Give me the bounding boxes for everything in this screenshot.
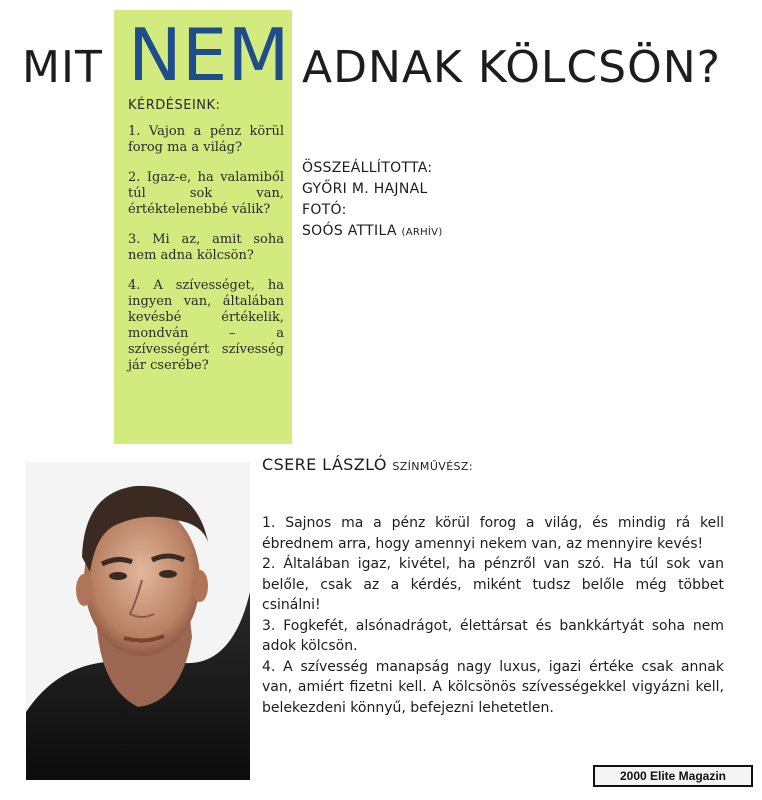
photo-note: (ARHÍV) bbox=[401, 227, 443, 238]
portrait-illustration bbox=[26, 462, 250, 780]
answer-item: 3. Fogkefét, alsónadrágot, élettársat és bankkártyát soha nem adok kölcsön. bbox=[262, 617, 724, 654]
portrait-photo bbox=[26, 462, 250, 780]
headline-word-mit: MIT bbox=[22, 42, 103, 93]
interviewee-role: SZÍNMŰVÉSZ: bbox=[392, 460, 473, 473]
answer-item: 1. Sajnos ma a pénz körül forog a világ, és mindig rá kell ébrednem arra, hogy amennyi nekem van, az mennyire kevés! bbox=[262, 515, 724, 552]
headline-word-nem: NEM bbox=[128, 13, 290, 97]
interviewee-name: CSERE LÁSZLÓ bbox=[262, 455, 387, 474]
answer-item: 2. Általában igaz, kivétel, ha pénzről van szó. Ha túl sok van belőle, csak az a kérdés, miként tudsz belőle még többet csinálni! bbox=[262, 556, 724, 613]
answer-item: 4. A szívesség manapság nagy luxus, igazi értéke csak annak van, amiért fizetni kell. A kölcsönös szívességekkel vigyázni kell, belekezdeni könnyű, befejezni lehetetlen. bbox=[262, 658, 724, 716]
questions-block bbox=[128, 98, 284, 388]
questions-heading: KÉRDÉSEINK: bbox=[128, 98, 221, 113]
headline bbox=[0, 0, 762, 110]
photo-credit-line bbox=[302, 221, 443, 243]
compiled-by: GYŐRI M. HAJNAL bbox=[302, 181, 428, 197]
source-badge: 2000 Elite Magazin bbox=[593, 765, 753, 787]
question-item: 2. Igaz-e, ha valamiből túl sok van, értéktelenebbé válik? bbox=[128, 170, 284, 217]
photo-label: FOTÓ: bbox=[302, 202, 347, 218]
answers-block bbox=[262, 513, 724, 718]
photo-by: SOÓS ATTILA bbox=[302, 223, 397, 239]
question-item: 3. Mi az, amit soha nem adna kölcsön? bbox=[128, 232, 284, 263]
question-item: 4. A szívességet, ha ingyen van, általában kevésbé értékelik, mondván – a szívességért szívesség jár cserébe? bbox=[128, 278, 284, 373]
credits bbox=[302, 158, 443, 243]
headline-word-rest: ADNAK KÖLCSÖN? bbox=[302, 42, 721, 93]
interviewee-heading bbox=[262, 455, 473, 474]
question-item: 1. Vajon a pénz körül forog ma a világ? bbox=[128, 124, 284, 155]
compiled-label: ÖSSZEÁLLÍTOTTA: bbox=[302, 160, 433, 176]
